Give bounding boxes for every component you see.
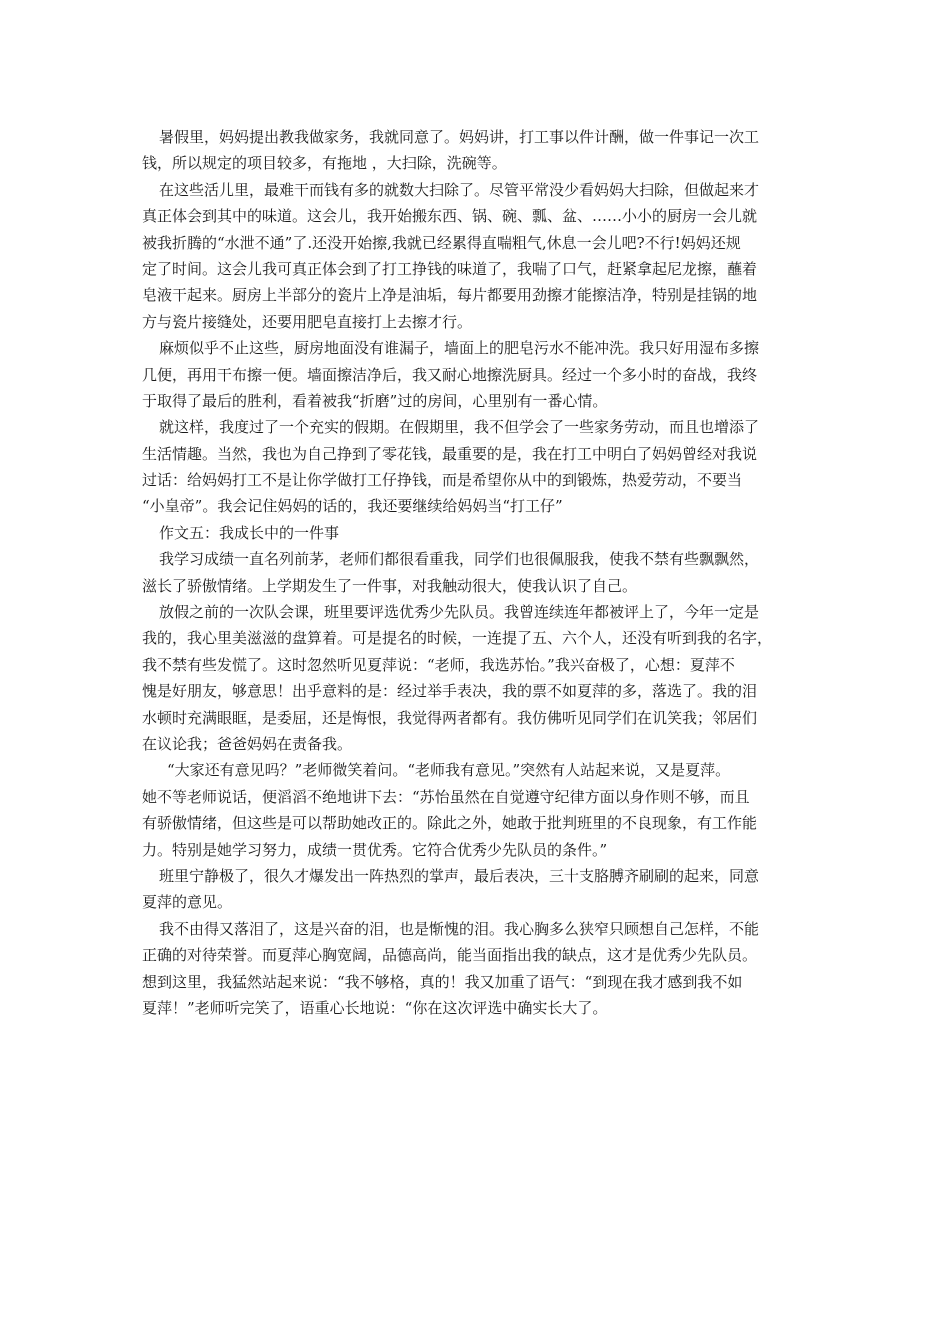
text-line: 力。特别是她学习努力，成绩一贯优秀。它符合优秀少先队员的条件。” bbox=[142, 840, 608, 859]
text-line: 我的，我心里美滋滋的盘算着。可是提名的时候，一连提了五、六个人，还没有听到我的名字， bbox=[142, 629, 773, 648]
text-line: 定了时间。这会儿我可真正体会到了打工挣钱的味道了，我喘了口气，赶紧拿起尼龙擦，蘸着 bbox=[142, 259, 758, 278]
text-line: 我不由得又落泪了，这是兴奋的泪，也是惭愧的泪。我心胸多么狭窄只顾想自己怎样，不能 bbox=[159, 919, 760, 938]
text-line: 夏萍的意见。 bbox=[142, 893, 233, 912]
text-line: 几便，再用干布擦一便。墙面擦洁净后，我又耐心地擦洗厨具。经过一个多小时的奋战，我终 bbox=[142, 365, 758, 384]
text-line: “小皇帝”。我会记住妈妈的话的，我还要继续给妈妈当“打工仔” bbox=[142, 497, 563, 516]
text-line: 麻烦似乎不止这些，厨房地面没有谁漏子，墙面上的肥皂污水不能冲洗。我只好用湿布多擦 bbox=[159, 339, 760, 358]
text-line: 方与瓷片接缝处，还要用肥皂直接打上去擦才行。 bbox=[142, 312, 473, 331]
text-line: 于取得了最后的胜利，看着被我“折磨”过的房间，心里别有一番心情。 bbox=[142, 391, 608, 410]
text-line: 我不禁有些发慌了。这时忽然听见夏萍说：“老师，我选苏怡。”我兴奋极了，心想：夏萍不 bbox=[142, 655, 735, 674]
text-line: 在议论我；爸爸妈妈在责备我。 bbox=[142, 734, 353, 753]
text-line: 放假之前的一次队会课，班里要评选优秀少先队员。我曾连续连年都被评上了，今年一定是 bbox=[159, 603, 760, 622]
text-line: 生活情趣。当然，我也为自己挣到了零花钱，最重要的是，我在打工中明白了妈妈曾经对我说 bbox=[142, 444, 758, 463]
text-line: 真正体会到其中的味道。这会儿，我开始搬东西、锅、碗、瓢、盆、……小小的厨房一会儿就 bbox=[142, 207, 758, 226]
text-line: 她不等老师说话，便滔滔不绝地讲下去：“苏怡虽然在自觉遵守纪律方面以身作则不够，而且 bbox=[142, 787, 750, 806]
text-line: “大家还有意见吗？”老师微笑着问。“老师我有意见。”突然有人站起来说，又是夏萍。 bbox=[167, 761, 731, 780]
text-line: 暑假里，妈妈提出教我做家务，我就同意了。妈妈讲，打工事以件计酬，做一件事记一次工 bbox=[159, 128, 760, 146]
text-line: 过话：给妈妈打工不是让你学做打工仔挣钱，而是希望你从中的到锻炼，热爱劳动，不要当 bbox=[142, 471, 743, 490]
text-line: 我学习成绩一直名列前茅，老师们都很看重我，同学们也很佩服我，使我不禁有些飘飘然， bbox=[159, 550, 760, 569]
text-line: 被我折腾的“水泄不通”了.还没开始擦,我就已经累得直喘粗气,休息一会儿吧?不行!妈妈还规 bbox=[142, 233, 741, 252]
text-line: 班里宁静极了，很久才爆发出一阵热烈的掌声，最后表决，三十支胳膊齐刷刷的起来，同意 bbox=[159, 866, 760, 885]
text-line: 钱，所以规定的项目较多，有拖地 ，大扫除，洗碗等。 bbox=[142, 154, 507, 173]
essay-body bbox=[142, 124, 814, 1021]
text-line: 正确的对待荣誉。而夏萍心胸宽阔，品德高尚，能当面指出我的缺点，这才是优秀少先队员。 bbox=[142, 946, 758, 965]
text-line: 皂液干起来。厨房上半部分的瓷片上净是油垢，每片都要用劲擦才能擦洁净，特别是挂锅的地 bbox=[142, 286, 758, 305]
text-line: 想到这里，我猛然站起来说：“我不够格，真的！我又加重了语气：“到现在我才感到我不如 bbox=[142, 972, 743, 991]
text-line: 就这样，我度过了一个充实的假期。在假期里，我不但学会了一些家务劳动，而且也增添了 bbox=[159, 418, 760, 437]
text-line: 在这些活儿里，最难干而钱有多的就数大扫除了。尽管平常没少看妈妈大扫除，但做起来才 bbox=[159, 180, 760, 199]
text-line: 夏萍！”老师听完笑了，语重心长地说：“你在这次评选中确实长大了。 bbox=[142, 998, 608, 1017]
text-line: 水顿时充满眼眶，是委屈，还是悔恨，我觉得两者都有。我仿佛听见同学们在讥笑我；邻居们 bbox=[142, 708, 758, 727]
section-heading: 作文五：我成长中的一件事 bbox=[159, 523, 340, 542]
text-line: 滋长了骄傲情绪。上学期发生了一件事，对我触动很大，使我认识了自己。 bbox=[142, 576, 638, 595]
text-line: 愧是好朋友，够意思！出乎意料的是：经过举手表决，我的票不如夏萍的多，落选了。我的泪 bbox=[142, 682, 758, 701]
text-line: 有骄傲情绪，但这些是可以帮助她改正的。除此之外，她敢于批判班里的不良现象，有工作能 bbox=[142, 814, 758, 833]
